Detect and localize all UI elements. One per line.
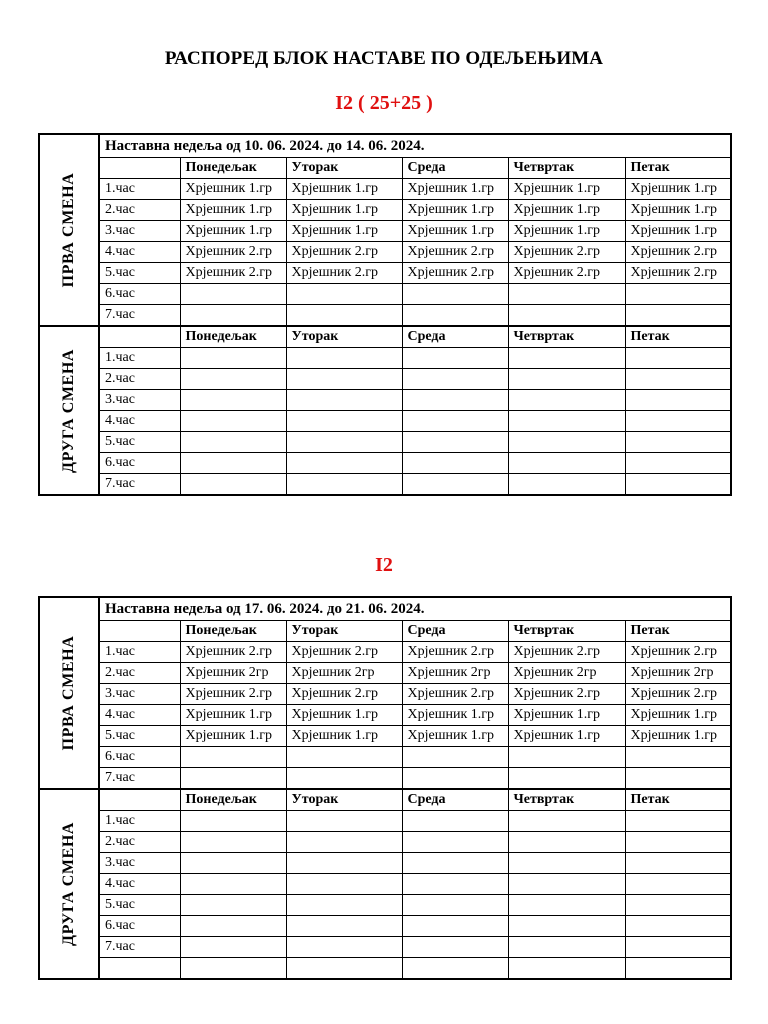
schedule-cell [402,305,508,327]
schedule-cell [286,916,402,937]
schedule-cell [402,432,508,453]
table-row [39,937,731,958]
schedule-cell [402,453,508,474]
schedule-cell: Хрјешник 2.гр [180,684,286,705]
schedule-cell [625,895,731,916]
schedule-cell [180,958,286,980]
schedule-cell [625,853,731,874]
hour-label: 4.час [99,874,180,895]
hour-label: 4.час [99,411,180,432]
table-row [39,811,731,832]
schedule-cell: Хрјешник 2.гр [286,263,402,284]
schedule-cell [180,305,286,327]
schedule-cell [286,747,402,768]
schedule-table-week-1 [38,133,732,496]
schedule-cell: Хрјешник 2.гр [508,642,625,663]
schedule-cell: Хрјешник 1.гр [625,726,731,747]
schedule-cell [625,916,731,937]
hour-label: 2.час [99,200,180,221]
schedule-cell: Хрјешник 2.гр [180,642,286,663]
schedule-cell [286,811,402,832]
schedule-cell: Хрјешник 1.гр [180,179,286,200]
hour-label: 2.час [99,369,180,390]
day-header: Четвртак [508,789,625,811]
hour-label: 3.час [99,684,180,705]
shift-2-label-cell [39,789,99,979]
schedule-cell: Хрјешник 1.гр [286,200,402,221]
schedule-cell: Хрјешник 1.гр [286,179,402,200]
schedule-cell [286,853,402,874]
week-label: Настaвна недеља од 17. 06. 2024. до 21. 06. 2024. [99,597,731,621]
hour-label: 7.час [99,305,180,327]
schedule-cell [180,874,286,895]
hour-label: 1.час [99,642,180,663]
schedule-cell [402,832,508,853]
schedule-cell [180,832,286,853]
schedule-cell: Хрјешник 2.гр [402,263,508,284]
table-row [39,179,731,200]
schedule-cell [402,369,508,390]
schedule-cell: Хрјешник 1.гр [508,221,625,242]
schedule-cell [286,369,402,390]
table-row [39,726,731,747]
schedule-cell: Хрјешник 1.гр [180,726,286,747]
table-row [39,390,731,411]
schedule-cell [402,390,508,411]
schedule-cell [180,348,286,369]
schedule-cell: Хрјешник 2гр [508,663,625,684]
shift-1-label: ПРВА СМЕНА [60,172,77,288]
schedule-cell: Хрјешник 2.гр [286,242,402,263]
day-header: Петак [625,158,731,179]
schedule-cell: Хрјешник 1.гр [180,705,286,726]
schedule-cell: Хрјешник 1.гр [402,705,508,726]
schedule-cell [625,411,731,432]
schedule-cell: Хрјешник 2.гр [508,242,625,263]
schedule-cell: Хрјешник 2.гр [508,263,625,284]
schedule-cell [625,305,731,327]
schedule-cell [625,768,731,790]
schedule-cell [508,768,625,790]
schedule-cell [508,453,625,474]
table-row [39,369,731,390]
hour-label: 3.час [99,853,180,874]
schedule-cell: Хрјешник 2.гр [180,263,286,284]
table-row [39,453,731,474]
schedule-cell [508,916,625,937]
schedule-cell: Хрјешник 1.гр [625,221,731,242]
schedule-cell [508,474,625,496]
hour-label: 2.час [99,663,180,684]
hour-label: 1.час [99,348,180,369]
hour-label: 1.час [99,179,180,200]
page-title: РАСПОРЕД БЛОК НАСТАВЕ ПО ОДЕЉЕЊИМА [164,48,604,69]
hour-label: 4.час [99,242,180,263]
schedule-cell [402,411,508,432]
schedule-cell: Хрјешник 1.гр [402,726,508,747]
hour-label: 5.час [99,432,180,453]
schedule-cell [180,916,286,937]
schedule-cell [180,937,286,958]
hour-label: 6.час [99,284,180,305]
schedule-table-week-2 [38,596,732,980]
schedule-cell [402,874,508,895]
schedule-cell [625,390,731,411]
schedule-cell [508,874,625,895]
schedule-cell [286,768,402,790]
table-row [39,284,731,305]
schedule-cell: Хрјешник 2гр [286,663,402,684]
schedule-cell [625,348,731,369]
day-header: Понедељак [180,621,286,642]
schedule-cell: Хрјешник 1.гр [286,705,402,726]
schedule-cell [508,853,625,874]
schedule-cell [286,390,402,411]
schedule-cell [625,474,731,496]
schedule-cell: Хрјешник 1.гр [286,726,402,747]
table-row [39,242,731,263]
week-label: Настaвна недеља од 10. 06. 2024. до 14. 06. 2024. [99,134,731,158]
day-header: Уторак [286,158,402,179]
schedule-cell [180,369,286,390]
shift-2-label: ДРУГА СМЕНА [60,348,77,473]
table-row [39,684,731,705]
schedule-cell: Хрјешник 1.гр [402,200,508,221]
shift-2-label: ДРУГА СМЕНА [60,821,77,947]
schedule-cell: Хрјешник 1.гр [402,221,508,242]
schedule-cell [180,432,286,453]
day-header: Четвртак [508,326,625,348]
schedule-cell: Хрјешник 1.гр [508,200,625,221]
schedule-cell [286,411,402,432]
schedule-cell [625,284,731,305]
day-header: Петак [625,789,731,811]
hour-label: 7.час [99,768,180,790]
schedule-cell [180,811,286,832]
table-row [39,348,731,369]
schedule-cell [508,432,625,453]
schedule-cell [625,832,731,853]
table-row [39,411,731,432]
schedule-cell [402,348,508,369]
schedule-cell: Хрјешник 2.гр [286,684,402,705]
table-row [39,958,731,980]
schedule-cell [402,916,508,937]
schedule-cell [402,895,508,916]
table-row [39,642,731,663]
schedule-cell [286,432,402,453]
table-row [39,432,731,453]
schedule-cell: Хрјешник 1.гр [508,705,625,726]
schedule-cell [286,284,402,305]
schedule-cell [508,284,625,305]
section-2-heading: I2 [375,554,393,576]
schedule-cell [508,305,625,327]
schedule-cell [286,305,402,327]
hour-label: 5.час [99,895,180,916]
schedule-cell [402,958,508,980]
schedule-cell [508,811,625,832]
shift-2-label-cell [39,326,99,495]
table-row [39,768,731,790]
hour-label: 7.час [99,474,180,496]
schedule-cell: Хрјешник 2гр [625,663,731,684]
schedule-cell: Хрјешник 1.гр [286,221,402,242]
schedule-cell [180,284,286,305]
hour-label: 6.час [99,916,180,937]
hour-header-blank [99,789,180,811]
day-header: Понедељак [180,326,286,348]
hour-label: 5.час [99,726,180,747]
schedule-cell: Хрјешник 1.гр [180,221,286,242]
schedule-cell [286,453,402,474]
day-header: Понедељак [180,789,286,811]
schedule-cell [286,832,402,853]
table-row [39,874,731,895]
table-row [39,221,731,242]
table-row [39,853,731,874]
schedule-cell [508,958,625,980]
day-header: Петак [625,621,731,642]
schedule-cell [508,832,625,853]
hour-label: 5.час [99,263,180,284]
table-row [39,474,731,496]
schedule-cell [180,474,286,496]
schedule-cell: Хрјешник 2.гр [625,684,731,705]
day-header: Петак [625,326,731,348]
schedule-cell [625,937,731,958]
week-row [39,597,731,621]
day-header: Среда [402,158,508,179]
schedule-cell: Хрјешник 1.гр [180,200,286,221]
week-row [39,134,731,158]
table-row [39,305,731,327]
schedule-cell [180,453,286,474]
day-header: Среда [402,326,508,348]
schedule-cell [180,853,286,874]
schedule-cell: Хрјешник 2.гр [508,684,625,705]
hour-label: 1.час [99,811,180,832]
hour-label: 4.час [99,705,180,726]
schedule-cell: Хрјешник 2.гр [625,263,731,284]
hour-header-blank [99,326,180,348]
table-row [39,200,731,221]
day-header: Уторак [286,326,402,348]
schedule-cell [286,958,402,980]
schedule-cell [625,453,731,474]
schedule-cell [508,348,625,369]
hour-label: 3.час [99,390,180,411]
days-header-row [39,326,731,348]
schedule-cell [508,747,625,768]
hour-header-blank [99,621,180,642]
schedule-cell: Хрјешник 2.гр [402,242,508,263]
schedule-cell [402,853,508,874]
schedule-cell [508,937,625,958]
schedule-cell [508,390,625,411]
hour-label: 6.час [99,453,180,474]
schedule-cell [286,474,402,496]
hour-header-blank [99,158,180,179]
shift-1-label: ПРВА СМЕНА [60,635,77,751]
schedule-cell [286,348,402,369]
table-row [39,705,731,726]
schedule-cell [180,768,286,790]
schedule-cell [508,369,625,390]
schedule-cell [286,874,402,895]
schedule-cell [402,937,508,958]
days-header-row [39,158,731,179]
schedule-cell: Хрјешник 1.гр [402,179,508,200]
shift-1-label-cell [39,597,99,789]
schedule-cell: Хрјешник 2.гр [402,642,508,663]
schedule-cell [402,474,508,496]
schedule-cell: Хрјешник 1.гр [508,726,625,747]
days-header-row [39,621,731,642]
table-row [39,747,731,768]
schedule-cell: Хрјешник 1.гр [625,705,731,726]
schedule-cell: Хрјешник 2.гр [286,642,402,663]
hour-label [99,958,180,980]
schedule-cell: Хрјешник 1.гр [625,200,731,221]
schedule-cell [286,937,402,958]
table-row [39,916,731,937]
schedule-cell [625,958,731,980]
schedule-cell [625,432,731,453]
schedule-cell [508,411,625,432]
schedule-cell [508,895,625,916]
hour-label: 7.час [99,937,180,958]
schedule-cell [180,747,286,768]
days-header-row [39,789,731,811]
schedule-cell: Хрјешник 2.гр [625,242,731,263]
schedule-cell [625,369,731,390]
day-header: Четвртак [508,621,625,642]
schedule-cell: Хрјешник 2.гр [402,684,508,705]
day-header: Уторак [286,789,402,811]
day-header: Четвртак [508,158,625,179]
schedule-cell [625,874,731,895]
day-header: Среда [402,621,508,642]
schedule-cell [402,811,508,832]
schedule-cell [180,895,286,916]
schedule-cell: Хрјешник 1.гр [508,179,625,200]
hour-label: 3.час [99,221,180,242]
schedule-cell [402,768,508,790]
schedule-cell: Хрјешник 2.гр [625,642,731,663]
shift-1-label-cell [39,134,99,326]
schedule-cell: Хрјешник 2гр [180,663,286,684]
day-header: Среда [402,789,508,811]
schedule-cell: Хрјешник 2гр [402,663,508,684]
schedule-cell: Хрјешник 2.гр [180,242,286,263]
schedule-cell [180,411,286,432]
schedule-cell [625,811,731,832]
table-row [39,895,731,916]
table-row [39,263,731,284]
hour-label: 6.час [99,747,180,768]
hour-label: 2.час [99,832,180,853]
day-header: Уторак [286,621,402,642]
schedule-cell [402,284,508,305]
schedule-cell [180,390,286,411]
day-header: Понедељак [180,158,286,179]
schedule-cell [286,895,402,916]
section-1-heading: I2 ( 25+25 ) [335,92,433,114]
schedule-cell: Хрјешник 1.гр [625,179,731,200]
schedule-cell [402,747,508,768]
table-row [39,832,731,853]
schedule-cell [625,747,731,768]
table-row [39,663,731,684]
